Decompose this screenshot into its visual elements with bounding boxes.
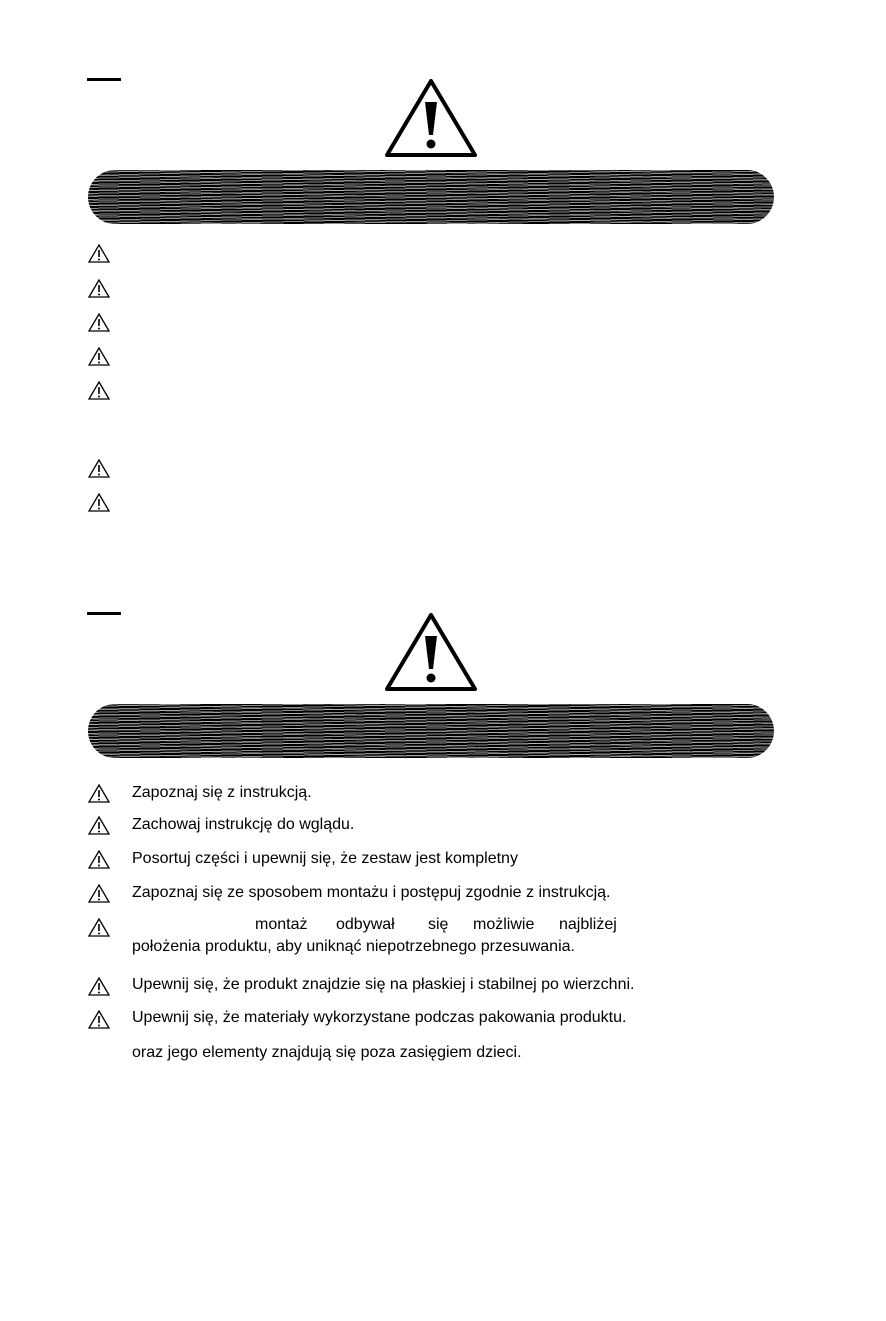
warning-triangle-small-icon [88, 977, 110, 996]
section-1-dash [87, 78, 121, 81]
instruction-item-4: Zapoznaj się ze sposobem montażu i postępuj zgodnie z instrukcją. [132, 884, 611, 901]
instruction-item-1: Zapoznaj się z instrukcją. [132, 784, 312, 801]
warning-triangle-small-icon [88, 279, 110, 298]
warning-triangle-small-icon [88, 784, 110, 803]
instruction-item-5-line-2: położenia produktu, aby uniknąć niepotrzebnego przesuwania. [132, 938, 575, 955]
instruction-item-5-word: się [428, 916, 449, 933]
instruction-item-2: Zachowaj instrukcję do wglądu. [132, 816, 355, 833]
warning-triangle-small-icon [88, 1010, 110, 1029]
warning-triangle-small-icon [88, 850, 110, 869]
warning-triangle-small-icon [88, 884, 110, 903]
section-1-banner [88, 170, 774, 224]
section-2-banner [88, 704, 774, 758]
warning-triangle-small-icon [88, 493, 110, 512]
instruction-item-6: Upewnij się, że produkt znajdzie się na płaskiej i stabilnej po wierzchni. [132, 976, 635, 993]
instruction-item-3: Posortuj części i upewnij się, że zestaw jest kompletny [132, 850, 518, 867]
instruction-item-5-word: montaż [255, 916, 308, 933]
warning-triangle-icon [384, 78, 478, 158]
warning-triangle-small-icon [88, 459, 110, 478]
warning-triangle-small-icon [88, 347, 110, 366]
section-2-dash [87, 612, 121, 615]
instruction-item-5-word: odbywał [336, 916, 395, 933]
instruction-item-5-word: najbliżej [559, 916, 617, 933]
warning-triangle-small-icon [88, 313, 110, 332]
instruction-item-7-line-1: Upewnij się, że materiały wykorzystane podczas pakowania produktu. [132, 1009, 627, 1026]
warning-triangle-icon [384, 612, 478, 692]
warning-triangle-small-icon [88, 381, 110, 400]
warning-triangle-small-icon [88, 244, 110, 263]
instruction-item-5-word: możliwie [473, 916, 535, 933]
warning-triangle-small-icon [88, 816, 110, 835]
instruction-item-7-line-2: oraz jego elementy znajdują się poza zasięgiem dzieci. [132, 1044, 522, 1061]
warning-triangle-small-icon [88, 918, 110, 937]
